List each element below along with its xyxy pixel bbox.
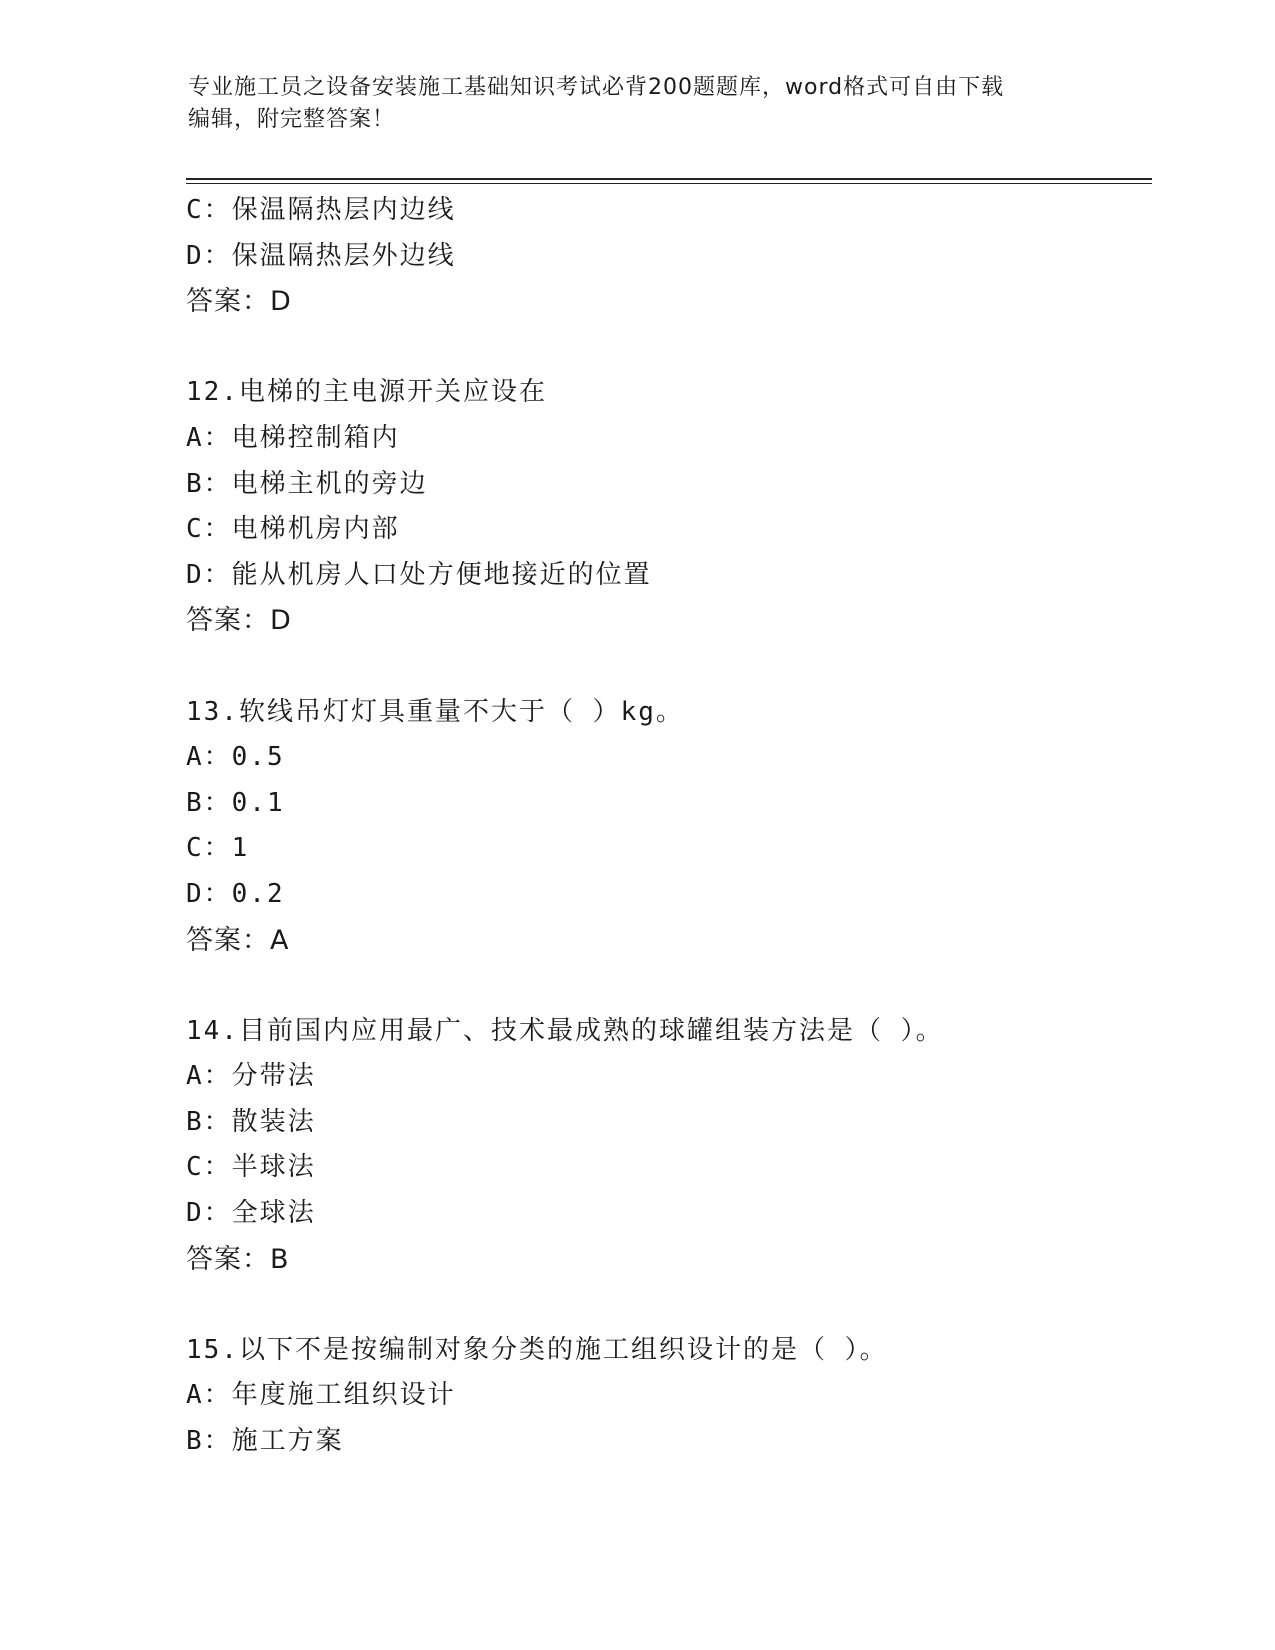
option-c: C：半球法 [186,1152,316,1183]
option-a: A：年度施工组织设计 [186,1380,456,1411]
option-b: B：0.1 [186,787,285,818]
question-15 [186,1328,1146,1465]
option-c: C：保温隔热层内边线 [186,195,456,225]
option-b: B：电梯主机的旁边 [186,468,428,499]
option-d: D：能从机房人口处方便地接近的位置 [186,559,652,590]
option-d: D：全球法 [186,1198,316,1229]
answer-line: 答案：D [186,286,292,318]
question-11-continued [186,188,1146,325]
option-c: C：电梯机房内部 [186,514,400,545]
option-b: B：施工方案 [186,1426,344,1457]
option-a: A：电梯控制箱内 [186,422,400,453]
question-text: 15.以下不是按编制对象分类的施工组织设计的是（ ）。 [186,1334,888,1365]
option-d: D：0.2 [186,878,285,909]
answer-line: 答案：D [186,605,292,637]
document-header [188,72,1088,136]
question-text: 14.目前国内应用最广、技术最成熟的球罐组装方法是（ ）。 [186,1015,944,1046]
header-line-2: 编辑，附完整答案！ [188,107,396,132]
option-d: D：保温隔热层外边线 [186,240,456,271]
question-text: 13.软线吊灯灯具重量不大于（ ）kg。 [186,696,684,727]
question-text: 12.电梯的主电源开关应设在 [186,377,547,408]
header-line-1: 专业施工员之设备安装施工基础知识考试必背200题题库，word格式可自由下载 [188,75,1005,100]
question-list [186,188,1146,1465]
header-rule-thin [186,183,1152,184]
option-c: C：1 [186,833,250,864]
header-rule-thick [186,178,1152,180]
spacer [186,325,1146,371]
question-12 [186,370,1146,644]
answer-line: 答案：B [186,1243,290,1275]
spacer [186,1282,1146,1328]
option-a: A：分带法 [186,1061,316,1092]
question-13 [186,690,1146,964]
question-14 [186,1009,1146,1283]
answer-line: 答案：A [186,924,290,956]
option-a: A：0.5 [186,742,285,773]
spacer [186,644,1146,690]
option-b: B：散装法 [186,1106,316,1137]
spacer [186,963,1146,1009]
